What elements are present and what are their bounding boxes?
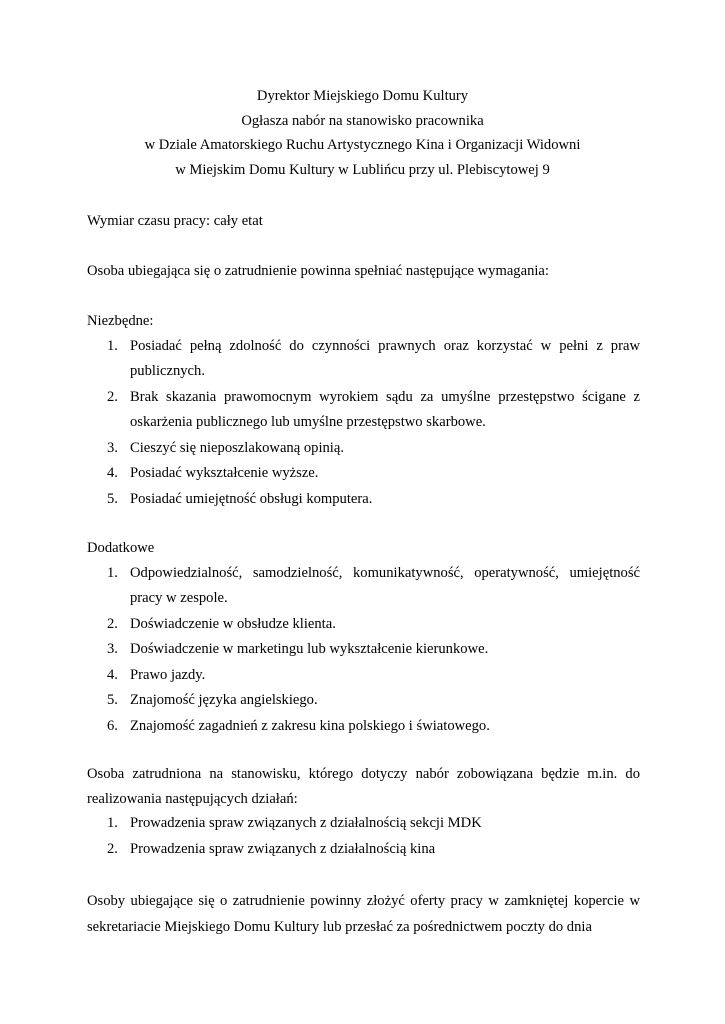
list-item-number: 3.	[107, 641, 118, 657]
list-item	[87, 334, 640, 385]
list-item-text: Prowadzenia spraw związanych z działalnością sekcji MDK	[130, 815, 482, 831]
list-item-number: 1.	[107, 564, 118, 581]
duties-intro: Osoba zatrudniona na stanowisku, którego dotyczy nabór zobowiązana będzie m.in. do realizowania następujących działań:	[87, 766, 640, 807]
list-item	[87, 811, 640, 837]
required-list	[87, 334, 640, 513]
header-line-2: Ogłasza nabór na stanowisko pracownika	[241, 112, 484, 129]
duties-list	[87, 811, 640, 862]
list-item	[87, 688, 640, 714]
list-item-text: Posiadać wykształcenie wyższe.	[130, 465, 319, 481]
list-item-text: Prawo jazdy.	[130, 666, 206, 683]
announcement-header	[0, 84, 725, 182]
list-item	[87, 436, 640, 462]
list-item-text: Cieszyć się nieposzlakowaną opinią.	[130, 439, 344, 456]
list-item-text: Znajomość języka angielskiego.	[130, 692, 318, 708]
list-item-text: Prowadzenia spraw związanych z działalnością kina	[130, 840, 436, 857]
required-section	[87, 309, 640, 512]
header-line-1: Dyrektor Miejskiego Domu Kultury	[256, 88, 469, 104]
required-heading: Niezbędne:	[87, 313, 154, 329]
list-item-number: 6.	[107, 717, 118, 734]
list-item-number: 1.	[107, 815, 118, 831]
list-item-number: 5.	[107, 490, 118, 507]
header-line-3: w Dziale Amatorskiego Ruchu Artystycznego Kina i Organizacji Widowni	[144, 137, 581, 153]
list-item	[87, 461, 640, 487]
list-item	[87, 385, 640, 436]
list-item	[87, 561, 640, 612]
list-item-number: 5.	[107, 692, 118, 708]
list-item	[87, 663, 640, 689]
list-item-text: Brak skazania prawomocnym wyrokiem sądu za umyślne przestępstwo ścigane z oskarżenia publicznego lub umyślne przestępstwo skarbowe.	[130, 388, 640, 430]
list-item-text: Odpowiedzialność, samodzielność, komunikatywność, operatywność, umiejętność pracy w zespole.	[130, 564, 640, 606]
header-line-4: w Miejskim Domu Kultury w Lublińcu przy ul. Plebiscytowej 9	[175, 161, 550, 178]
list-item-number: 3.	[107, 439, 118, 456]
list-item-text: Doświadczenie w obsłudze klienta.	[130, 615, 336, 632]
list-item-number: 4.	[107, 465, 118, 481]
list-item	[87, 487, 640, 513]
additional-section	[87, 536, 640, 739]
list-item-text: Posiadać umiejętność obsługi komputera.	[130, 490, 373, 507]
list-item	[87, 612, 640, 638]
list-item-number: 2.	[107, 840, 118, 857]
duties-section	[87, 762, 640, 862]
list-item-number: 1.	[107, 337, 118, 354]
requirements-intro: Osoba ubiegająca się o zatrudnienie powinna spełniać następujące wymagania:	[87, 263, 549, 279]
list-item-text: Doświadczenie w marketingu lub wykształcenie kierunkowe.	[130, 641, 489, 657]
list-item	[87, 837, 640, 863]
list-item-number: 2.	[107, 615, 118, 632]
additional-heading: Dodatkowe	[87, 540, 155, 556]
list-item-number: 4.	[107, 666, 118, 683]
list-item-number: 2.	[107, 388, 118, 405]
closing-paragraph: Osoby ubiegające się o zatrudnienie powinny złożyć oferty pracy w zamkniętej kopercie w sekretariacie Miejskiego Domu Kultury lub przesłać za pośrednictwem poczty do dnia	[87, 893, 640, 935]
list-item-text: Posiadać pełną zdolność do czynności prawnych oraz korzystać w pełni z praw publicznych.	[130, 337, 640, 379]
list-item	[87, 714, 640, 740]
work-time-paragraph: Wymiar czasu pracy: cały etat	[87, 213, 263, 229]
list-item	[87, 637, 640, 663]
list-item-text: Znajomość zagadnień z zakresu kina polskiego i światowego.	[130, 717, 490, 734]
additional-list	[87, 561, 640, 740]
